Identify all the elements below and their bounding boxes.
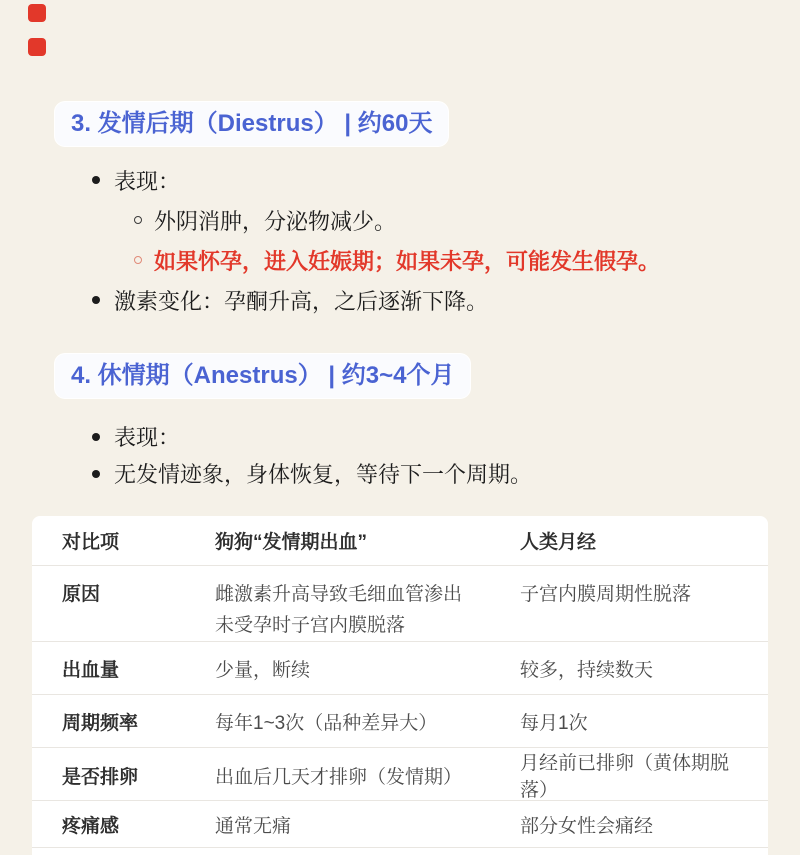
row-label: 周期频率 [62,712,139,734]
table-row [32,800,768,848]
comparison-table [32,516,768,855]
red-square-marker-bottom [28,38,46,56]
section-3-bullet-list [88,160,660,320]
table-cell [215,579,520,641]
bullet-text: 表现： [114,425,181,450]
bullet-circle-icon [134,256,142,264]
red-square-marker-top [28,4,46,22]
column-header: 对比项 [62,532,120,553]
row-label: 原因 [62,584,101,605]
table-row [32,641,768,694]
column-header: 狗狗“发情期出血” [215,532,368,553]
table-cell: 月经前已排卵（黄体期脱落） [520,753,730,801]
table-cell: 出血后几天才排卵（发情期） [215,766,463,788]
list-item [88,160,660,200]
bullet-text: 表现： [114,168,181,194]
table-cell: 部分女性会痛经 [520,815,654,837]
table-row [32,747,768,800]
list-item [134,200,660,240]
bullet-dot-icon [92,176,100,184]
row-label: 疼痛感 [62,815,120,837]
list-item [88,418,532,455]
section-3-heading: 3. 发情后期（Diestrus） | 约60天 [55,102,448,146]
bullet-dot-icon [92,470,100,478]
bullet-dot-icon [92,433,100,441]
table-cell: 通常无痛 [215,815,292,837]
table-header-row [32,516,768,565]
row-label: 出血量 [62,659,120,681]
cell-line: 未受孕时子宫内膜脱落 [215,615,406,636]
bullet-circle-icon [134,216,142,224]
alert-bullet-text: 如果怀孕，进入妊娠期；如果未孕，可能发生假孕。 [154,248,661,274]
table-row [32,694,768,747]
table-row [32,565,768,641]
list-item [134,240,660,280]
section-4-heading: 4. 休情期（Anestrus） | 约3~4个月 [55,354,470,398]
cell-line: 雌激素升高导致毛细血管渗出 [215,584,463,605]
table-cell: 子宫内膜周期性脱落 [520,584,692,605]
table-cell: 每年1~3次（品种差异大） [215,712,438,734]
section-4-bullet-list [88,418,532,492]
bullet-text: 无发情迹象，身体恢复，等待下一个周期。 [114,462,533,487]
table-cell: 每月1次 [520,712,588,734]
table-cell: 少量，断续 [215,659,311,681]
bullet-text: 激素变化：孕酮升高，之后逐渐下降。 [114,288,489,314]
row-label: 是否排卵 [62,766,139,788]
bullet-dot-icon [92,296,100,304]
column-header: 人类月经 [520,532,597,553]
list-item [88,280,660,320]
bullet-text: 外阴消肿，分泌物减少。 [154,208,397,234]
table-cell: 较多，持续数天 [520,659,654,681]
list-item [88,455,532,492]
